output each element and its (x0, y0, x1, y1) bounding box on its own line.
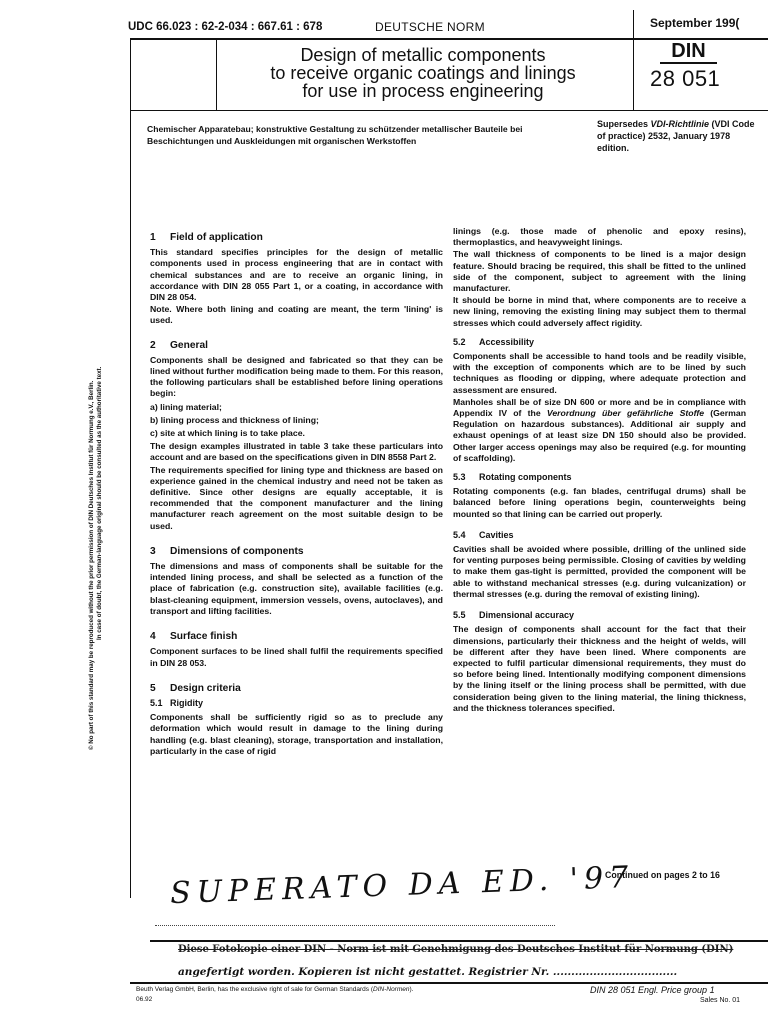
subsection-heading: 5.1 Rigidity (150, 697, 203, 708)
section-heading: 5 Design criteria (150, 682, 241, 694)
left-margin-rule (130, 38, 131, 898)
document-title (218, 46, 628, 100)
title-line: Design of metallic components (300, 45, 546, 65)
paragraph: Components shall be accessible to hand tools and be readily visible, with the exception of components which are to be lined by such techniques as flooding or dipping, where adequate protection and assessment are ensured. (453, 351, 746, 395)
title-line: for use in process engineering (302, 81, 544, 101)
handwritten-annotation: SUPERATO DA ED. '97 (169, 859, 635, 912)
section-heading: 1 Field of application (150, 232, 263, 243)
paragraph: It should be borne in mind that, where components are to receive a new lining, removing the existing lining may subject them to thermal stresses which could adversely affect rigidity. (453, 295, 746, 328)
paragraph: Components shall be sufficiently rigid so as to preclude any deformation which would result in damage to the lining during handling (e.g. blast cleaning), storage, transportation and installation, particularly in the case of rigid (150, 712, 443, 756)
section-heading: 2 General (150, 339, 208, 351)
publisher-note: Beuth Verlag GmbH, Berlin, has the exclusive right of sale for German Standards (DIN-Normen). (136, 986, 414, 993)
left-column (150, 232, 443, 758)
section-heading: 3 Dimensions of components (150, 545, 304, 557)
edition-code: 06.92 (136, 996, 153, 1003)
supersedes-note: Supersedes VDI-Richtlinie (VDI Code of practice) 2532, January 1978 edition. (597, 119, 755, 153)
particulars-list (150, 402, 443, 440)
right-column (453, 226, 746, 715)
german-title: Chemischer Apparatebau; konstruktive Gestaltung zu schützender metallischer Bauteile bei Beschichtungen und Auskleidungen mit organischen Werkstoffen (147, 124, 523, 146)
paragraph: Cavities shall be avoided where possible, drilling of the unlined side for venting purposes being permissible. Closing of cavities by welding to make them gas-tight is permitted, provided the component will be able to withstand mechanical stresses (e.g. during vulcanization) or thermal stresses (e.g. during the removal of existing lining). (453, 544, 746, 599)
din-logo: DIN (660, 40, 717, 64)
note: Note. Where both lining and coating are meant, the term 'lining' is used. (150, 304, 443, 326)
continued-note: Continued on pages 2 to 16 (605, 870, 720, 880)
paragraph: The requirements specified for lining type and thickness are based on experience gained in the chemical industry and need not be taken as definitive. Since other designs are equally acceptable, it is recommended that the component manufacturer and the lining manufacturer reach agreement on the most suitable design to be used. (150, 464, 443, 531)
dotted-line (155, 925, 555, 926)
subsection-heading: 5.4 Cavities (453, 529, 514, 540)
photocopy-stamp-line: Diese Fotokopie einer DIN - Norm ist mit Genehmigung des Deutsches Institut für Normung (DIN) (178, 944, 734, 955)
publication-date: September 199( (650, 16, 740, 30)
copyright-side-note: © No part of this standard may be reproduced without the prior permission of DIN Deutsches Institut für Normung e.V., Berlin. In case of doubt, the German-language original should be consulted as the authoritative text. (88, 366, 103, 750)
paragraph: The dimensions and mass of components shall be suitable for the intended lining process, and shall be selected as a function of the place of fabrication (e.g. construction site), available facilities (e.g. blast-cleaning equipment, immersion vessels, ovens, autoclaves), and transport and lifting facilities. (150, 561, 443, 616)
paragraph: linings (e.g. those made of phenolic and epoxy resins), thermoplastics, and heavyweight linings. (453, 226, 746, 248)
subsection-heading: 5.5 Dimensional accuracy (453, 610, 575, 621)
din-number: 28 051 (650, 66, 721, 91)
udc-code: UDC 66.023 : 62-2-034 : 667.61 : 678 (128, 21, 323, 33)
list-item: a) lining material; (150, 401, 222, 412)
list-item: b) lining process and thickness of lining; (150, 414, 319, 425)
title-box-bottom-rule (130, 110, 768, 111)
sales-number: Sales No. 01 (700, 997, 741, 1004)
paragraph: The design examples illustrated in table 3 take these particulars into account and are based on the specifications given in DIN 8558 Part 2. (150, 441, 443, 463)
subsection-heading: 5.2 Accessibility (453, 336, 535, 347)
paragraph: Components shall be designed and fabricated so that they can be lined without further modification being made to them. For this reason, the following particulars shall be established before lining operations begin: (150, 354, 443, 399)
stamp-rule-top (150, 940, 768, 942)
paragraph: This standard specifies principles for the design of metallic components used in process engineering that are in contact with chemical substances and are to receive an organic lining, in accordance with DIN 28 055 Part 1, or a coating, in accordance with DIN 28 054. (150, 247, 443, 303)
list-item: c) site at which lining is to take place. (150, 428, 305, 439)
paragraph: The design of components shall account for the fact that their dimensions, particularly their thickness and the height of welds, will be different after they have been lined. Where components are expected to fulfil particular dimensional requirements, they must do so before being lined. Intentionally modifying component dimensions by the lining itself or the lining process shall be permitted, with due consideration being given to the lining material, the lining thickness, and the thickness tolerances specified. (453, 624, 746, 713)
footer-rule (130, 982, 768, 984)
photocopy-stamp-line: angefertigt worden. Kopieren ist nicht gestattet. Registrier Nr. .................................. (178, 966, 678, 978)
title-box-left-rule (216, 38, 217, 110)
paragraph: The wall thickness of components to be lined is a major design feature. Should bracing be required, this shall be fitted to the unlined side of the component, subject to agreement with the lining manufacturer. (453, 249, 746, 294)
subsection-heading: 5.3 Rotating components (453, 472, 572, 483)
paragraph: Component surfaces to be lined shall fulfil the requirements specified in DIN 28 053. (150, 646, 443, 668)
paragraph: Rotating components (e.g. fan blades, centrifugal drums) shall be balanced before lining operations begin, counterweights being mounted so that lining can be carried out properly. (453, 486, 746, 519)
section-heading: 4 Surface finish (150, 631, 238, 643)
deutsche-norm-label: DEUTSCHE NORM (375, 20, 485, 34)
title-line: to receive organic coatings and linings (270, 63, 576, 83)
paragraph: Manholes shall be of size DN 600 or more and be in compliance with Appendix IV of the Verordnung über gefährliche Stoffe (German Regulation on hazardous substances). Additional air supply and exhaust openings of at least size DN 150 should also be provided. Other larger access openings may also be required (e.g. for mounting of scaffolding). (453, 396, 747, 463)
din-price-group: DIN 28 051 Engl. Price group 1 (590, 985, 715, 995)
din-identifier (633, 42, 768, 98)
